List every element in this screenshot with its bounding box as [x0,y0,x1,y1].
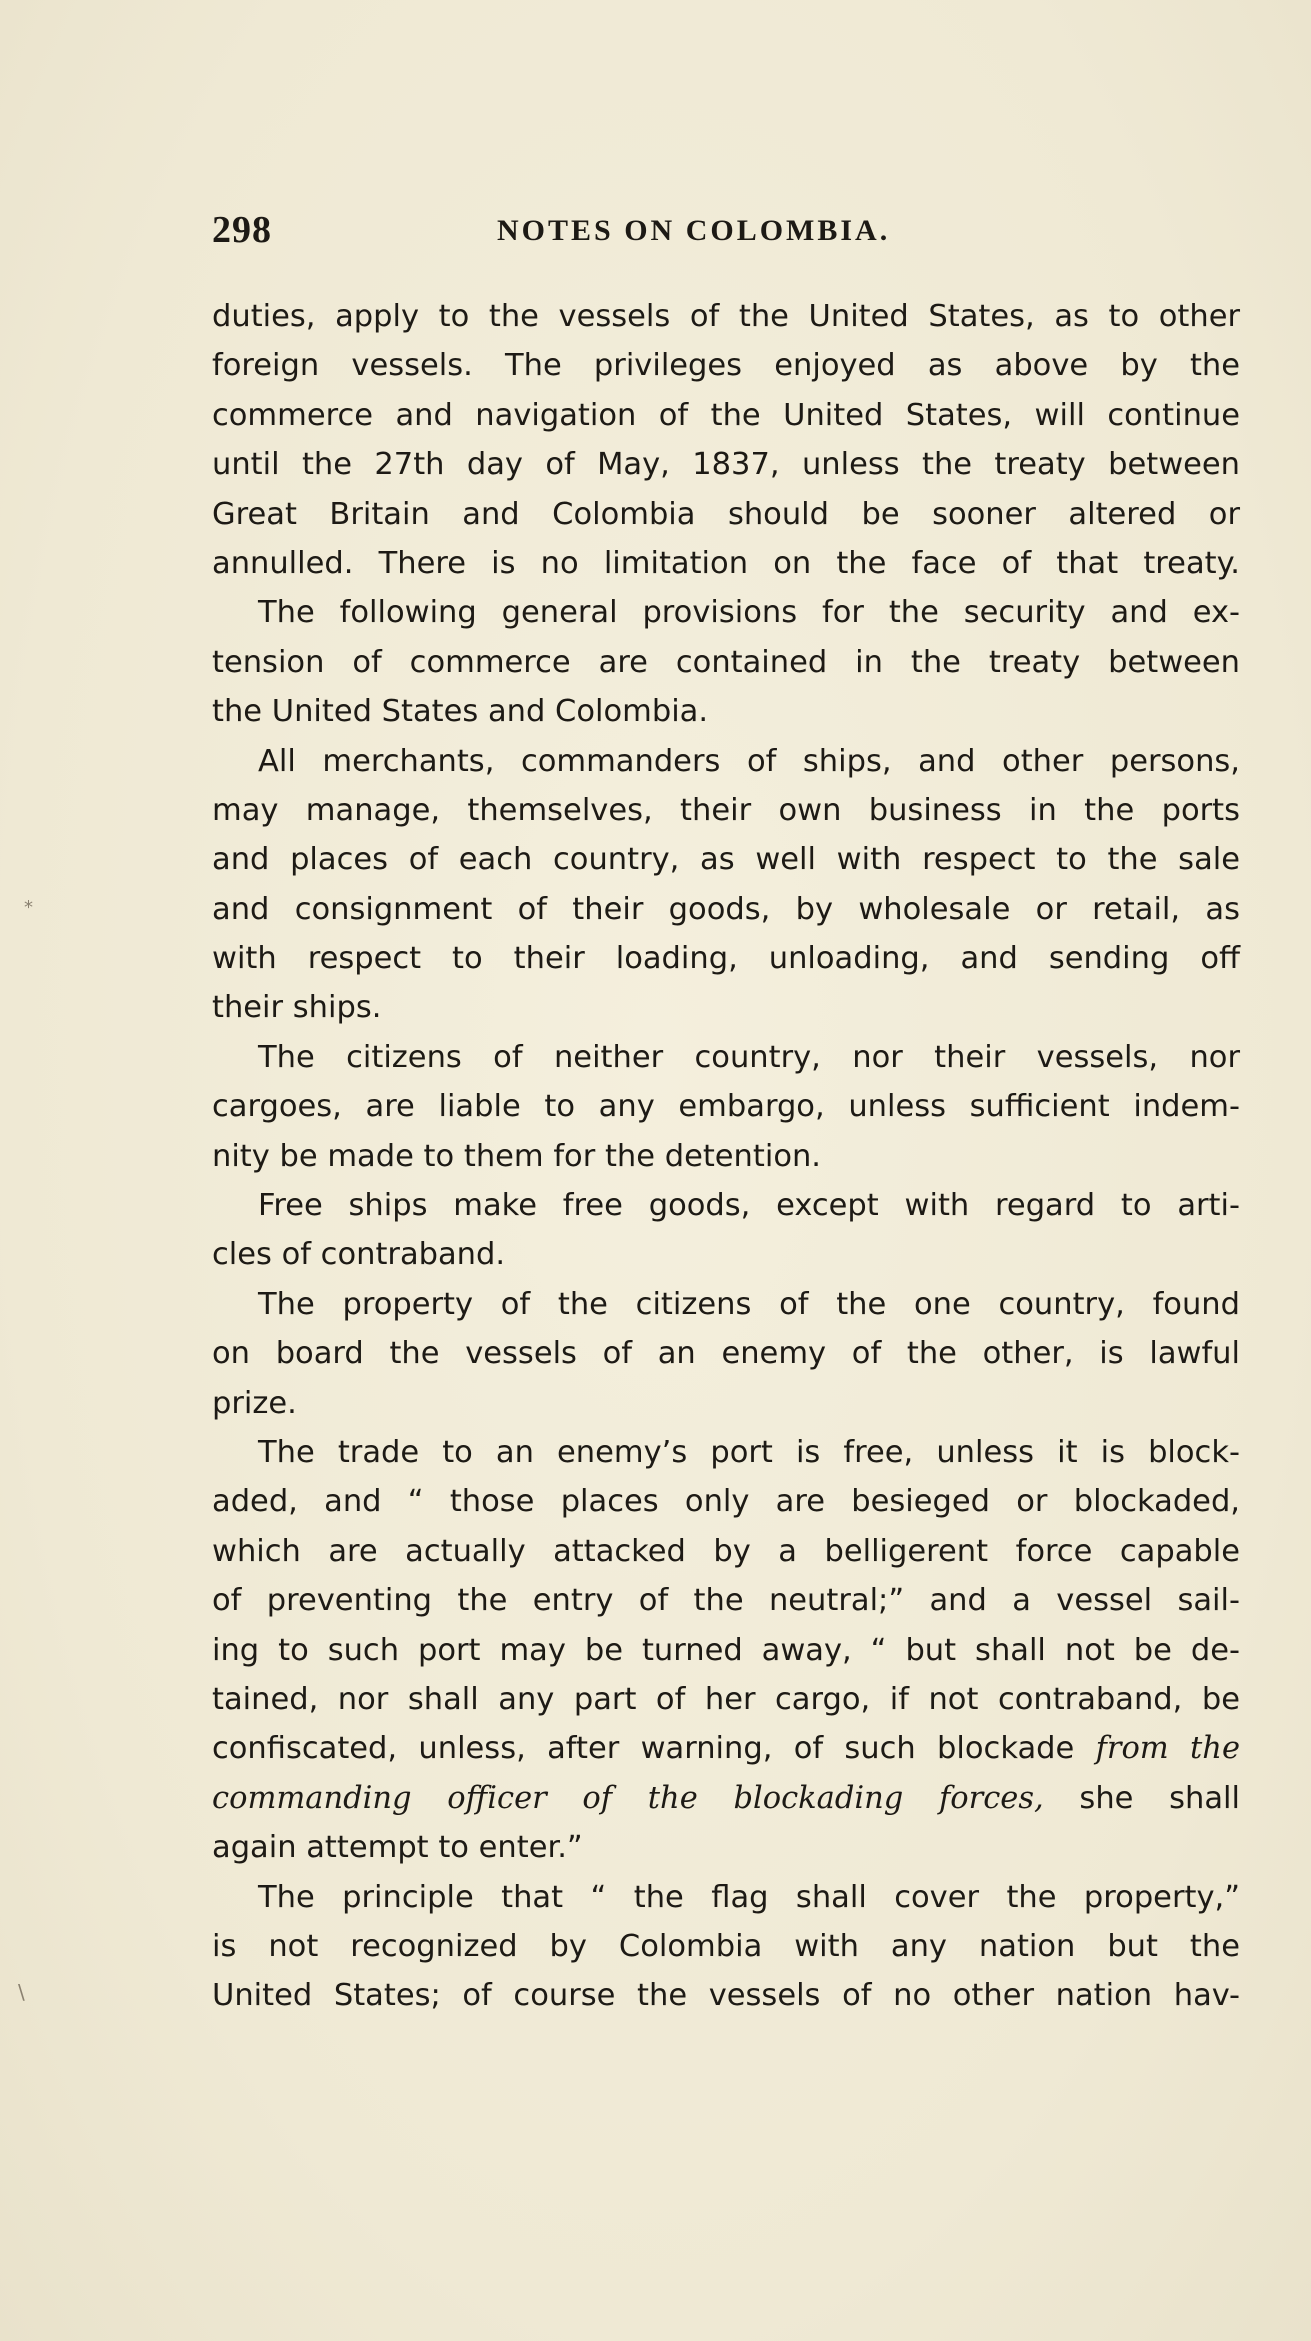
text-run: she shall [1043,1780,1240,1816]
margin-tick-mark: \ [18,1980,25,2004]
text-line: of preventing the entry of the neutral;” and a vessel sail- [212,1583,1240,1619]
text-line: tension of commerce are contained in the treaty between [212,644,1240,680]
text-line: Free ships make free goods, except with regard to arti- [258,1188,1240,1224]
paragraph-property [212,1280,1240,1428]
text-line: All merchants, commanders of ships, and other persons, [258,743,1240,779]
paragraph-free-ships [212,1181,1240,1280]
text-line: ing to such port may be turned away, “ but shall not be de- [212,1632,1240,1668]
italic-text-run: commanding officer of the blockading forces, [212,1780,1044,1816]
page-header [212,208,1240,258]
text-line: is not recognized by Colombia with any nation but the [212,1928,1240,1964]
text-line: which are actually attacked by a belligerent force capable [212,1533,1240,1569]
text-run: confiscated, unless, after warning, of such blockade [212,1731,1096,1767]
body-text [212,292,1240,2021]
text-line [212,1724,1240,1773]
italic-text-run: from the [1095,1731,1240,1767]
paragraph-general-provisions [212,588,1240,736]
text-line: may manage, themselves, their own business in the ports [212,792,1240,828]
paragraph-merchants [212,737,1240,1033]
text-line [212,1774,1240,1823]
paragraph-flag-principle [212,1873,1240,2021]
margin-asterisk-mark: * [24,897,33,918]
text-line: foreign vessels. The privileges enjoyed as above by the [212,348,1240,384]
text-line: and consignment of their goods, by wholesale or retail, as [212,891,1240,927]
text-line: The principle that “ the flag shall cover the property,” [258,1879,1240,1915]
running-head: NOTES ON COLOMBIA. [497,214,891,247]
text-line: Great Britain and Colombia should be sooner altered or [212,496,1240,532]
text-line: United States; of course the vessels of no other nation hav- [212,1978,1240,2014]
text-line: The citizens of neither country, nor their vessels, nor [258,1039,1240,1075]
text-line: tained, nor shall any part of her cargo, if not contraband, be [212,1681,1240,1717]
text-line: The following general provisions for the security and ex- [258,595,1240,631]
text-line: their ships. [212,990,382,1026]
text-line: and places of each country, as well with respect to the sale [212,842,1240,878]
text-line: again attempt to enter.” [212,1830,583,1866]
text-line: with respect to their loading, unloading, and sending off [212,941,1240,977]
text-line: The trade to an enemy’s port is free, unless it is block- [258,1434,1240,1470]
paragraph-continuation [212,292,1240,588]
text-line: The property of the citizens of the one country, found [258,1286,1240,1322]
text-line: until the 27th day of May, 1837, unless the treaty between [212,447,1240,483]
text-line: commerce and navigation of the United States, will continue [212,397,1240,433]
page-number: 298 [212,209,272,251]
text-line: prize. [212,1385,297,1421]
text-line: annulled. There is no limitation on the face of that treaty. [212,545,1240,581]
text-line: cargoes, are liable to any embargo, unless sufficient indem- [212,1089,1240,1125]
paragraph-embargo [212,1033,1240,1181]
text-line: duties, apply to the vessels of the United States, as to other [212,299,1240,334]
text-line: aded, and “ those places only are besieged or blockaded, [212,1484,1240,1520]
text-line: cles of contraband. [212,1237,506,1273]
text-line: the United States and Colombia. [212,694,709,730]
paragraph-blockade [212,1428,1240,1873]
text-line: on board the vessels of an enemy of the other, is lawful [212,1336,1240,1372]
text-line: nity be made to them for the detention. [212,1138,822,1174]
